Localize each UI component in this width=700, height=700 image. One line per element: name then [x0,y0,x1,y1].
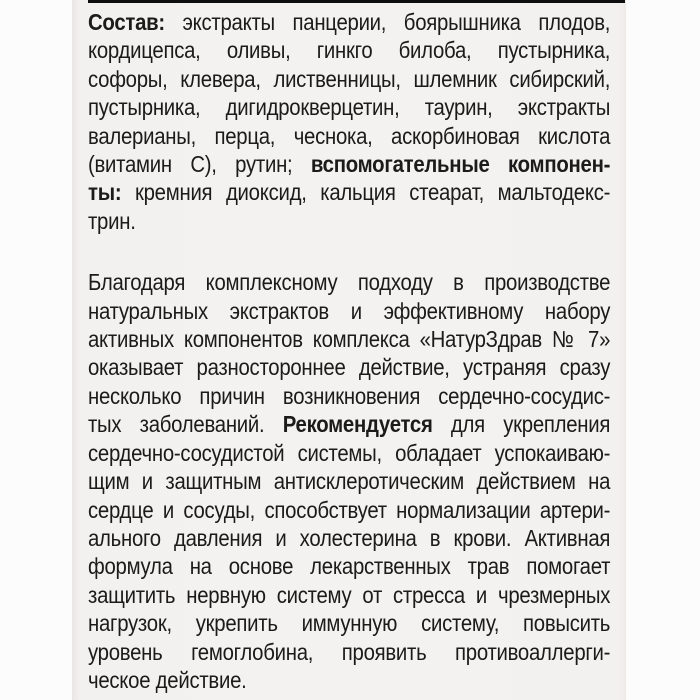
text-line [88,638,610,666]
text-line [88,297,610,325]
text-segment: щим и защитным антисклеротическим действием на [88,468,611,495]
text-segment: защитить нервную систему от стресса и чрезмерных [88,581,611,608]
text-line [88,524,610,552]
text-line [88,122,610,150]
bold-text-segment: ты: [88,179,122,206]
text-line [88,207,610,235]
description-paragraph [88,268,610,694]
text-segment: оказывает разностороннее действие, устраняя сразу [88,354,611,381]
text-segment: натуральных экстрактов и эффективному набору [88,297,611,324]
text-line [88,325,610,353]
text-segment: пустырника, дигидрокверцетин, таурин, экстракты [88,94,611,121]
text-segment: нагрузок, укрепить иммунную систему, повысить [88,610,611,637]
text-line [88,353,610,381]
text-segment: трин. [88,207,136,234]
text-segment: (витамин С), рутин; [88,151,311,178]
text-segment: Благодаря комплексному подходу в производстве [88,269,611,296]
text-line [88,410,610,438]
top-edge-bar [88,0,625,3]
text-line [88,150,610,178]
text-line [88,467,610,495]
text-line [88,8,610,36]
text-segment: валерианы, перца, чеснока, аскорбиновая кислота [88,122,611,149]
text-line [88,439,610,467]
text-segment: несколько причин возникновения сердечно-сосудис- [88,382,611,409]
text-segment: ческое действие. [88,666,247,693]
text-line [88,496,610,524]
text-line [88,581,610,609]
text-line [88,65,610,93]
text-line [88,268,610,296]
text-segment: тых заболеваний. [88,411,283,438]
text-line [88,552,610,580]
text-line [88,36,610,64]
bold-text-segment: Состав: [88,9,165,35]
text-line [88,609,610,637]
bold-text-segment: вспомогательные компонен- [310,151,611,178]
text-line [88,178,610,206]
text-segment: кремния диоксид, кальция стеарат, мальтодекс- [121,179,611,206]
text-segment: уровень гемоглобина, проявить противоаллерги- [88,638,611,665]
text-segment: кордицепса, оливы, гинкго билоба, пустырника, [88,37,611,64]
text-line [88,666,610,694]
bold-text-segment: Рекомендуется [282,411,433,438]
label-text-block [88,8,610,694]
text-segment: софоры, клевера, лиственницы, шлемник сибирский, [88,65,611,92]
text-segment: для укрепления [432,411,611,438]
composition-paragraph [88,8,610,235]
text-line [88,93,610,121]
text-segment: формула на основе лекарственных трав помогает [88,553,611,580]
text-segment: сердце и сосуды, способствует нормализации артери- [88,496,611,523]
text-segment: ального давления и холестерина в крови. Активная [88,524,611,551]
text-segment: экстракты панцерии, боярышника плодов, [164,9,611,35]
text-segment: сердечно-сосудистой системы, обладает успокаиваю- [88,439,611,466]
text-line [88,382,610,410]
text-segment: активных компонентов комплекса «НатурЗдрав № 7» [88,326,611,353]
